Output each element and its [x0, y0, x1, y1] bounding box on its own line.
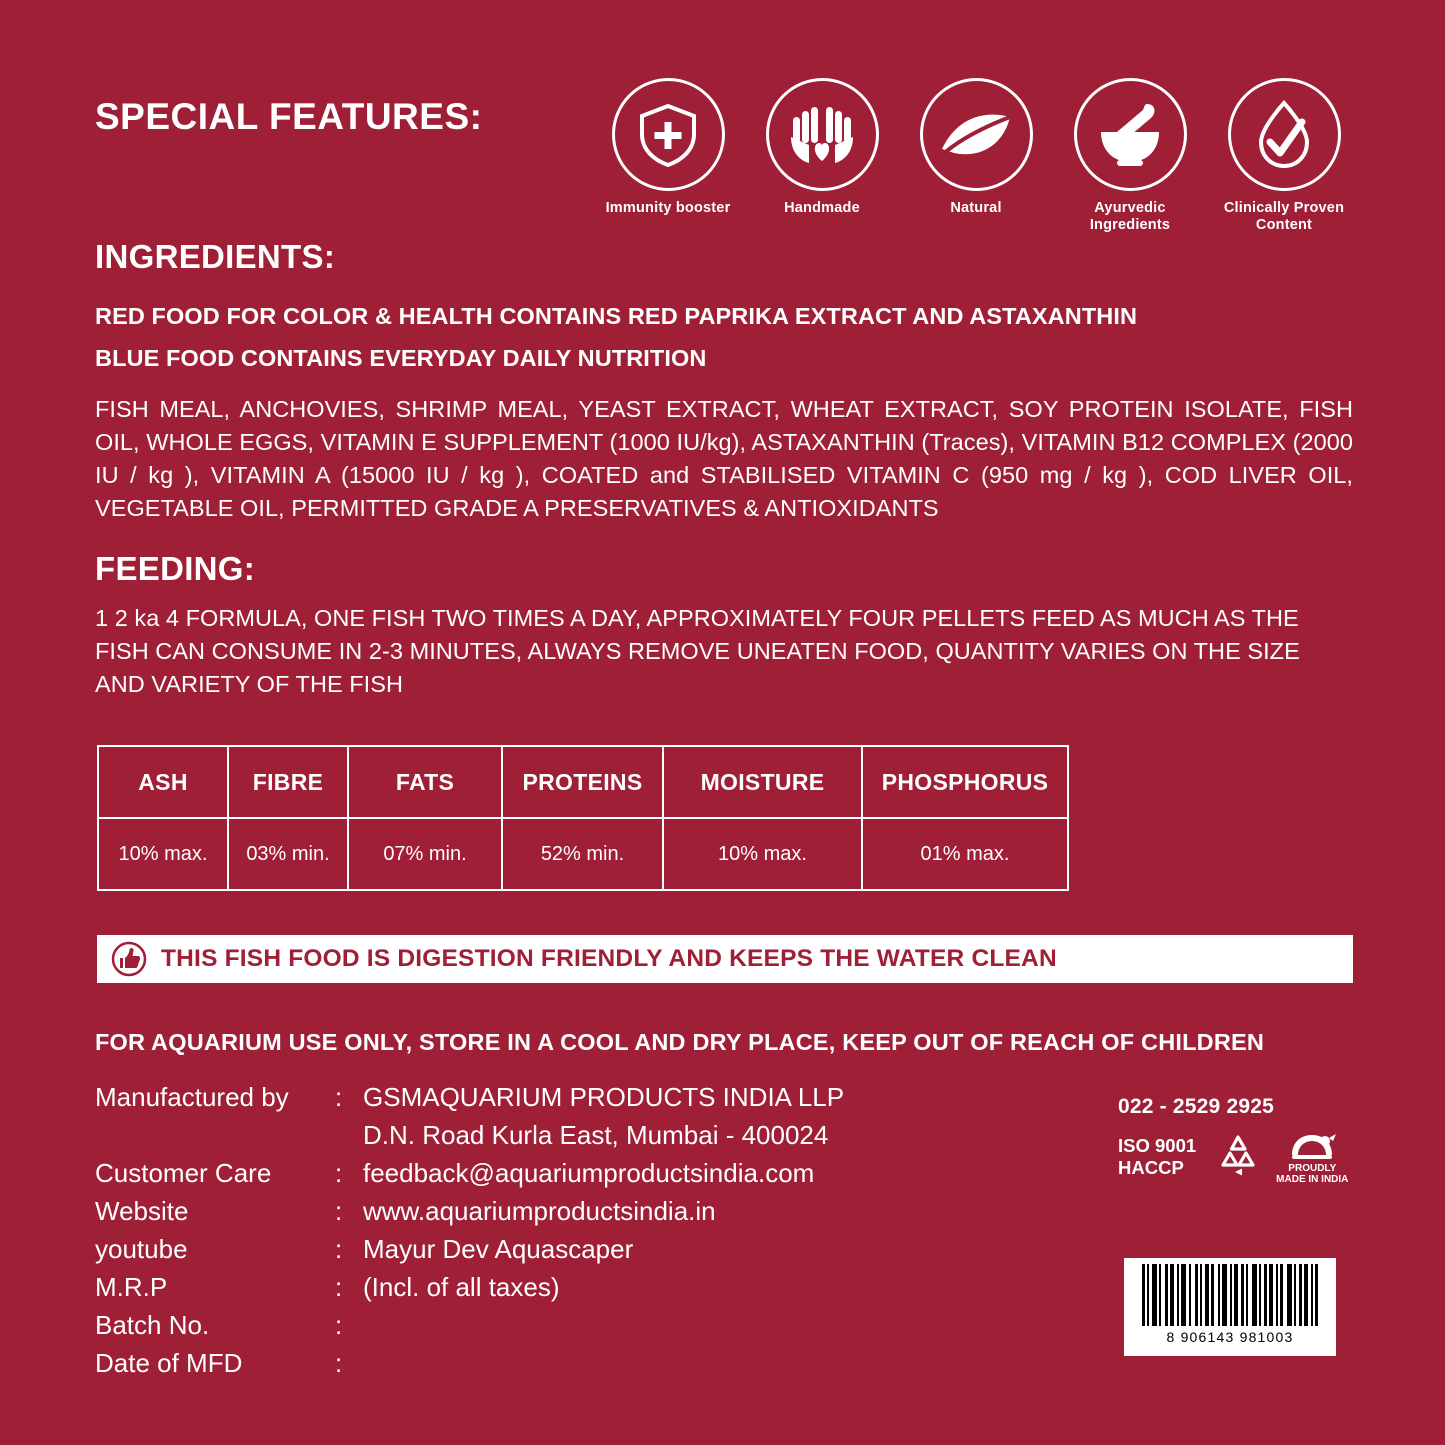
certifications-block: [1118, 1095, 1368, 1185]
contact-label: Customer Care: [95, 1158, 272, 1188]
feature-caption: Clinically Proven Content: [1223, 200, 1345, 234]
made-in-india-label: MADE IN INDIA: [1276, 1174, 1349, 1185]
contact-colon: :: [335, 1158, 343, 1188]
contact-row-date-of-mfd: [95, 1344, 844, 1382]
feature-caption: Natural: [950, 200, 1002, 216]
contact-block: [95, 1078, 844, 1382]
recycle-icon: [1214, 1131, 1262, 1184]
digestion-banner-text: THIS FISH FOOD IS DIGESTION FRIENDLY AND KEEPS THE WATER CLEAN: [161, 945, 1057, 972]
contact-colon: :: [335, 1348, 343, 1378]
made-in-india-text: [1276, 1163, 1348, 1185]
table-row: [98, 818, 1068, 890]
contact-value-mrp: (Incl. of all taxes): [363, 1272, 560, 1302]
contact-colon: :: [335, 1310, 343, 1340]
feeding-heading: FEEDING:: [95, 550, 256, 587]
haccp-label: HACCP: [1118, 1157, 1184, 1178]
table-cell: 10% max.: [663, 818, 862, 890]
contact-value-youtube[interactable]: Mayur Dev Aquascaper: [363, 1234, 634, 1264]
contact-row-customer-care: [95, 1154, 844, 1192]
digestion-banner: [97, 935, 1353, 983]
barcode: [1124, 1258, 1336, 1356]
table-cell: 03% min.: [228, 818, 348, 890]
hands-heart-icon: [766, 78, 879, 191]
contact-colon: :: [335, 1234, 343, 1264]
red-food-line: RED FOOD FOR COLOR & HEALTH CONTAINS RED PAPRIKA EXTRACT AND ASTAXANTHIN: [95, 303, 1138, 329]
feeding-body: 1 2 ka 4 FORMULA, ONE FISH TWO TIMES A DAY, APPROXIMATELY FOUR PELLETS FEED AS MUCH AS THE FISH CAN CONSUME IN 2-3 MINUTES, ALWAYS REMOVE UNEATEN FOOD, QUANTITY VARIES ON THE SIZE AND VARIETY OF THE FISH: [95, 605, 1300, 697]
feature-item-handmade: [759, 78, 885, 217]
certification-marks: [1118, 1129, 1368, 1185]
feature-caption: Immunity booster: [605, 200, 731, 216]
table-header-cell: FIBRE: [228, 746, 348, 818]
usage-warning: FOR AQUARIUM USE ONLY, STORE IN A COOL AND DRY PLACE, KEEP OUT OF REACH OF CHILDREN: [95, 1029, 1265, 1055]
feature-item-ayurvedic: [1067, 78, 1193, 235]
ingredients-body: FISH MEAL, ANCHOVIES, SHRIMP MEAL, YEAST EXTRACT, WHEAT EXTRACT, SOY PROTEIN ISOLATE, FISH OIL, WHOLE EGGS, VITAMIN E SUPPLEMENT (1000 IU/kg), ASTAXANTHIN (Traces), VITAMIN B12 COMPLEX (2000 IU / kg ), VITAMIN A (15000 IU / kg ), COATED and STABILISED VITAMIN C (950 mg / kg ), COD LIVER OIL, VEGETABLE OIL, PERMITTED GRADE A PRESERVATIVES & ANTIOXIDANTS: [95, 396, 1353, 521]
iso-label: ISO 9001: [1118, 1135, 1197, 1156]
blue-food-line: BLUE FOOD CONTAINS EVERYDAY DAILY NUTRITION: [95, 345, 707, 371]
table-header-cell: ASH: [98, 746, 228, 818]
table-header-cell: PROTEINS: [502, 746, 663, 818]
contact-label: Batch No.: [95, 1310, 210, 1340]
mortar-pestle-icon: [1074, 78, 1187, 191]
contact-row-manufacturer: [95, 1078, 844, 1116]
phone-number: 022 - 2529 2925: [1118, 1095, 1274, 1118]
ingredients-heading: INGREDIENTS:: [95, 238, 336, 275]
feature-icon-set: [605, 78, 1347, 235]
contact-value-website[interactable]: www.aquariumproductsindia.in: [363, 1196, 716, 1226]
table-header-row: [98, 746, 1068, 818]
contact-label: Manufactured by: [95, 1082, 289, 1112]
feature-item-natural: [913, 78, 1039, 217]
table-cell: 01% max.: [862, 818, 1068, 890]
contact-label: Website: [95, 1196, 189, 1226]
check-drop-icon: [1228, 78, 1341, 191]
table-header-cell: FATS: [348, 746, 502, 818]
leaf-icon: [920, 78, 1033, 191]
made-in-india-mark: [1276, 1129, 1348, 1185]
table-header-cell: MOISTURE: [663, 746, 862, 818]
thumbs-up-icon: [97, 941, 161, 977]
contact-row-website: [95, 1192, 844, 1230]
cert-standards: [1118, 1135, 1196, 1179]
contact-value: GSMAQUARIUM PRODUCTS INDIA LLP: [363, 1082, 845, 1112]
table-cell: 52% min.: [502, 818, 663, 890]
feature-caption: Handmade: [784, 200, 860, 216]
table-cell: 10% max.: [98, 818, 228, 890]
table-header-cell: PHOSPHORUS: [862, 746, 1068, 818]
table-cell: 07% min.: [348, 818, 502, 890]
feature-caption: Ayurvedic Ingredients: [1089, 200, 1171, 234]
shield-plus-icon: [612, 78, 725, 191]
nutrition-table: [97, 745, 1069, 891]
feature-item-immunity: [605, 78, 731, 217]
contact-label: M.R.P: [95, 1272, 168, 1302]
contact-row-youtube: [95, 1230, 844, 1268]
feature-item-clinically-proven: [1221, 78, 1347, 235]
barcode-number: 8 906143 981003: [1166, 1329, 1294, 1345]
contact-row-mrp: [95, 1268, 844, 1306]
contact-colon: :: [335, 1082, 343, 1112]
special-features-section: [95, 78, 1355, 235]
contact-row-batch-no: [95, 1306, 844, 1344]
contact-label: Date of MFD: [95, 1348, 243, 1378]
contact-value-email[interactable]: feedback@aquariumproductsindia.com: [363, 1158, 815, 1188]
contact-address: D.N. Road Kurla East, Mumbai - 400024: [363, 1120, 829, 1150]
proudly-text: PROUDLY: [1288, 1163, 1337, 1174]
barcode-bars: [1142, 1264, 1318, 1326]
special-features-title: SPECIAL FEATURES:: [95, 96, 483, 137]
contact-colon: :: [335, 1196, 343, 1226]
lion-capital-icon: [1286, 1129, 1338, 1161]
contact-colon: :: [335, 1272, 343, 1302]
contact-label: youtube: [95, 1234, 188, 1264]
